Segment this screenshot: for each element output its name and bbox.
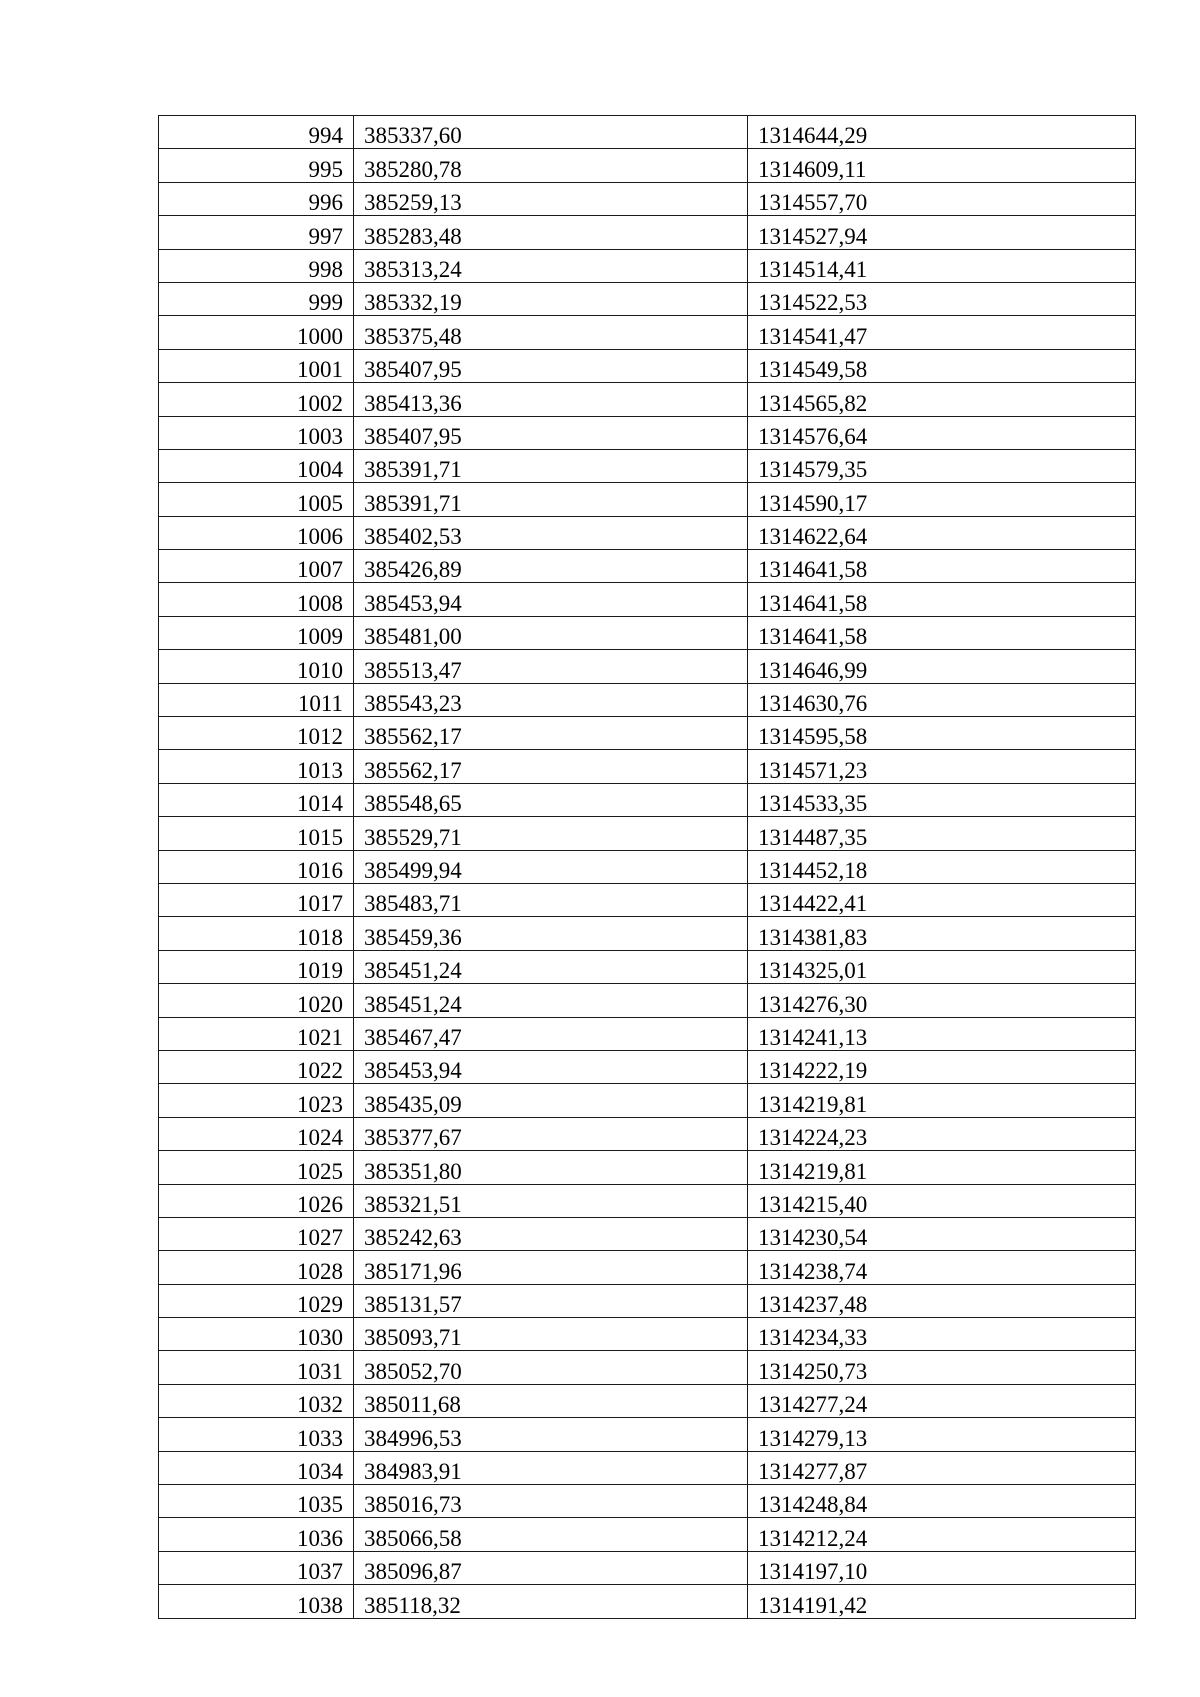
x-coordinate-cell: 385242,63 — [354, 1217, 748, 1250]
x-coordinate-cell: 385402,53 — [354, 516, 748, 549]
table-row — [159, 1251, 1136, 1284]
table-row — [159, 1451, 1136, 1484]
point-number-cell: 1019 — [159, 950, 354, 983]
y-coordinate-cell: 1314238,74 — [748, 1251, 1136, 1284]
table-row — [159, 1151, 1136, 1184]
x-coordinate-cell: 385426,89 — [354, 550, 748, 583]
x-coordinate-cell: 385093,71 — [354, 1318, 748, 1351]
x-coordinate-cell: 385351,80 — [354, 1151, 748, 1184]
x-coordinate-cell: 385321,51 — [354, 1184, 748, 1217]
point-number-cell: 1035 — [159, 1485, 354, 1518]
y-coordinate-cell: 1314224,23 — [748, 1117, 1136, 1150]
table-row — [159, 149, 1136, 182]
table-row — [159, 1318, 1136, 1351]
y-coordinate-cell: 1314549,58 — [748, 349, 1136, 382]
table-row — [159, 116, 1136, 149]
y-coordinate-cell: 1314557,70 — [748, 182, 1136, 215]
point-number-cell: 1028 — [159, 1251, 354, 1284]
table-row — [159, 1017, 1136, 1050]
x-coordinate-cell: 385513,47 — [354, 650, 748, 683]
table-row — [159, 1551, 1136, 1584]
table-row — [159, 483, 1136, 516]
y-coordinate-cell: 1314609,11 — [748, 149, 1136, 182]
y-coordinate-cell: 1314277,87 — [748, 1451, 1136, 1484]
x-coordinate-cell: 385131,57 — [354, 1284, 748, 1317]
x-coordinate-cell: 385548,65 — [354, 783, 748, 816]
x-coordinate-cell: 384996,53 — [354, 1418, 748, 1451]
x-coordinate-cell: 385391,71 — [354, 483, 748, 516]
table-row — [159, 1184, 1136, 1217]
point-number-cell: 1005 — [159, 483, 354, 516]
y-coordinate-cell: 1314381,83 — [748, 917, 1136, 950]
point-number-cell: 1036 — [159, 1518, 354, 1551]
x-coordinate-cell: 385407,95 — [354, 349, 748, 382]
table-row — [159, 583, 1136, 616]
point-number-cell: 998 — [159, 249, 354, 282]
point-number-cell: 997 — [159, 216, 354, 249]
point-number-cell: 1033 — [159, 1418, 354, 1451]
y-coordinate-cell: 1314576,64 — [748, 416, 1136, 449]
x-coordinate-cell: 385171,96 — [354, 1251, 748, 1284]
y-coordinate-cell: 1314571,23 — [748, 750, 1136, 783]
y-coordinate-cell: 1314533,35 — [748, 783, 1136, 816]
point-number-cell: 1021 — [159, 1017, 354, 1050]
y-coordinate-cell: 1314595,58 — [748, 717, 1136, 750]
y-coordinate-cell: 1314197,10 — [748, 1551, 1136, 1584]
table-row — [159, 1485, 1136, 1518]
y-coordinate-cell: 1314325,01 — [748, 950, 1136, 983]
y-coordinate-cell: 1314565,82 — [748, 383, 1136, 416]
point-number-cell: 996 — [159, 182, 354, 215]
x-coordinate-cell: 385280,78 — [354, 149, 748, 182]
point-number-cell: 1024 — [159, 1117, 354, 1150]
table-row — [159, 883, 1136, 916]
y-coordinate-cell: 1314541,47 — [748, 316, 1136, 349]
table-row — [159, 616, 1136, 649]
y-coordinate-cell: 1314646,99 — [748, 650, 1136, 683]
x-coordinate-cell: 385453,94 — [354, 1050, 748, 1083]
y-coordinate-cell: 1314237,48 — [748, 1284, 1136, 1317]
table-row — [159, 1284, 1136, 1317]
point-number-cell: 1026 — [159, 1184, 354, 1217]
x-coordinate-cell: 385451,24 — [354, 950, 748, 983]
point-number-cell: 1020 — [159, 984, 354, 1017]
y-coordinate-cell: 1314277,24 — [748, 1384, 1136, 1417]
table-row — [159, 516, 1136, 549]
x-coordinate-cell: 385435,09 — [354, 1084, 748, 1117]
point-number-cell: 1004 — [159, 449, 354, 482]
table-row — [159, 1384, 1136, 1417]
table-row — [159, 316, 1136, 349]
table-row — [159, 917, 1136, 950]
table-row — [159, 750, 1136, 783]
point-number-cell: 1001 — [159, 349, 354, 382]
x-coordinate-cell: 385066,58 — [354, 1518, 748, 1551]
y-coordinate-cell: 1314487,35 — [748, 817, 1136, 850]
x-coordinate-cell: 385499,94 — [354, 850, 748, 883]
table-row — [159, 416, 1136, 449]
x-coordinate-cell: 385453,94 — [354, 583, 748, 616]
x-coordinate-cell: 385413,36 — [354, 383, 748, 416]
y-coordinate-cell: 1314215,40 — [748, 1184, 1136, 1217]
y-coordinate-cell: 1314522,53 — [748, 282, 1136, 315]
y-coordinate-cell: 1314222,19 — [748, 1050, 1136, 1083]
point-number-cell: 1003 — [159, 416, 354, 449]
coordinates-table-body — [159, 116, 1136, 1619]
y-coordinate-cell: 1314248,84 — [748, 1485, 1136, 1518]
point-number-cell: 1018 — [159, 917, 354, 950]
x-coordinate-cell: 385313,24 — [354, 249, 748, 282]
y-coordinate-cell: 1314622,64 — [748, 516, 1136, 549]
point-number-cell: 1011 — [159, 683, 354, 716]
y-coordinate-cell: 1314250,73 — [748, 1351, 1136, 1384]
x-coordinate-cell: 385118,32 — [354, 1585, 748, 1618]
x-coordinate-cell: 385459,36 — [354, 917, 748, 950]
point-number-cell: 1031 — [159, 1351, 354, 1384]
x-coordinate-cell: 385016,73 — [354, 1485, 748, 1518]
point-number-cell: 995 — [159, 149, 354, 182]
table-row — [159, 1351, 1136, 1384]
x-coordinate-cell: 385467,47 — [354, 1017, 748, 1050]
y-coordinate-cell: 1314219,81 — [748, 1084, 1136, 1117]
table-row — [159, 650, 1136, 683]
y-coordinate-cell: 1314230,54 — [748, 1217, 1136, 1250]
point-number-cell: 1029 — [159, 1284, 354, 1317]
table-row — [159, 1518, 1136, 1551]
x-coordinate-cell: 385543,23 — [354, 683, 748, 716]
table-row — [159, 783, 1136, 816]
point-number-cell: 1007 — [159, 550, 354, 583]
table-row — [159, 717, 1136, 750]
table-row — [159, 383, 1136, 416]
x-coordinate-cell: 385529,71 — [354, 817, 748, 850]
point-number-cell: 1022 — [159, 1050, 354, 1083]
y-coordinate-cell: 1314641,58 — [748, 550, 1136, 583]
x-coordinate-cell: 385096,87 — [354, 1551, 748, 1584]
point-number-cell: 1027 — [159, 1217, 354, 1250]
table-row — [159, 182, 1136, 215]
y-coordinate-cell: 1314191,42 — [748, 1585, 1136, 1618]
point-number-cell: 1025 — [159, 1151, 354, 1184]
y-coordinate-cell: 1314514,41 — [748, 249, 1136, 282]
table-row — [159, 683, 1136, 716]
point-number-cell: 1037 — [159, 1551, 354, 1584]
x-coordinate-cell: 385332,19 — [354, 282, 748, 315]
table-row — [159, 1050, 1136, 1083]
x-coordinate-cell: 385052,70 — [354, 1351, 748, 1384]
x-coordinate-cell: 385407,95 — [354, 416, 748, 449]
table-row — [159, 1418, 1136, 1451]
x-coordinate-cell: 385562,17 — [354, 750, 748, 783]
x-coordinate-cell: 385337,60 — [354, 116, 748, 149]
y-coordinate-cell: 1314279,13 — [748, 1418, 1136, 1451]
point-number-cell: 1012 — [159, 717, 354, 750]
table-row — [159, 817, 1136, 850]
point-number-cell: 1023 — [159, 1084, 354, 1117]
point-number-cell: 1032 — [159, 1384, 354, 1417]
y-coordinate-cell: 1314641,58 — [748, 583, 1136, 616]
y-coordinate-cell: 1314630,76 — [748, 683, 1136, 716]
point-number-cell: 1002 — [159, 383, 354, 416]
table-row — [159, 1117, 1136, 1150]
x-coordinate-cell: 385562,17 — [354, 717, 748, 750]
table-row — [159, 984, 1136, 1017]
x-coordinate-cell: 385283,48 — [354, 216, 748, 249]
y-coordinate-cell: 1314590,17 — [748, 483, 1136, 516]
x-coordinate-cell: 385481,00 — [354, 616, 748, 649]
point-number-cell: 1000 — [159, 316, 354, 349]
point-number-cell: 1006 — [159, 516, 354, 549]
point-number-cell: 1014 — [159, 783, 354, 816]
table-row — [159, 216, 1136, 249]
x-coordinate-cell: 385375,48 — [354, 316, 748, 349]
x-coordinate-cell: 385483,71 — [354, 883, 748, 916]
point-number-cell: 1009 — [159, 616, 354, 649]
y-coordinate-cell: 1314641,58 — [748, 616, 1136, 649]
point-number-cell: 999 — [159, 282, 354, 315]
y-coordinate-cell: 1314276,30 — [748, 984, 1136, 1017]
coordinates-table — [158, 115, 1136, 1619]
y-coordinate-cell: 1314579,35 — [748, 449, 1136, 482]
y-coordinate-cell: 1314422,41 — [748, 883, 1136, 916]
point-number-cell: 1013 — [159, 750, 354, 783]
table-row — [159, 1217, 1136, 1250]
point-number-cell: 1017 — [159, 883, 354, 916]
x-coordinate-cell: 385451,24 — [354, 984, 748, 1017]
point-number-cell: 1038 — [159, 1585, 354, 1618]
y-coordinate-cell: 1314452,18 — [748, 850, 1136, 883]
table-row — [159, 282, 1136, 315]
point-number-cell: 1034 — [159, 1451, 354, 1484]
table-row — [159, 349, 1136, 382]
x-coordinate-cell: 385011,68 — [354, 1384, 748, 1417]
point-number-cell: 1016 — [159, 850, 354, 883]
point-number-cell: 1015 — [159, 817, 354, 850]
y-coordinate-cell: 1314219,81 — [748, 1151, 1136, 1184]
y-coordinate-cell: 1314234,33 — [748, 1318, 1136, 1351]
point-number-cell: 1030 — [159, 1318, 354, 1351]
point-number-cell: 1008 — [159, 583, 354, 616]
y-coordinate-cell: 1314527,94 — [748, 216, 1136, 249]
point-number-cell: 1010 — [159, 650, 354, 683]
table-row — [159, 249, 1136, 282]
table-row — [159, 449, 1136, 482]
table-row — [159, 850, 1136, 883]
y-coordinate-cell: 1314212,24 — [748, 1518, 1136, 1551]
table-row — [159, 1585, 1136, 1618]
point-number-cell: 994 — [159, 116, 354, 149]
x-coordinate-cell: 385377,67 — [354, 1117, 748, 1150]
x-coordinate-cell: 385391,71 — [354, 449, 748, 482]
x-coordinate-cell: 384983,91 — [354, 1451, 748, 1484]
y-coordinate-cell: 1314644,29 — [748, 116, 1136, 149]
table-row — [159, 950, 1136, 983]
x-coordinate-cell: 385259,13 — [354, 182, 748, 215]
table-row — [159, 550, 1136, 583]
table-row — [159, 1084, 1136, 1117]
y-coordinate-cell: 1314241,13 — [748, 1017, 1136, 1050]
